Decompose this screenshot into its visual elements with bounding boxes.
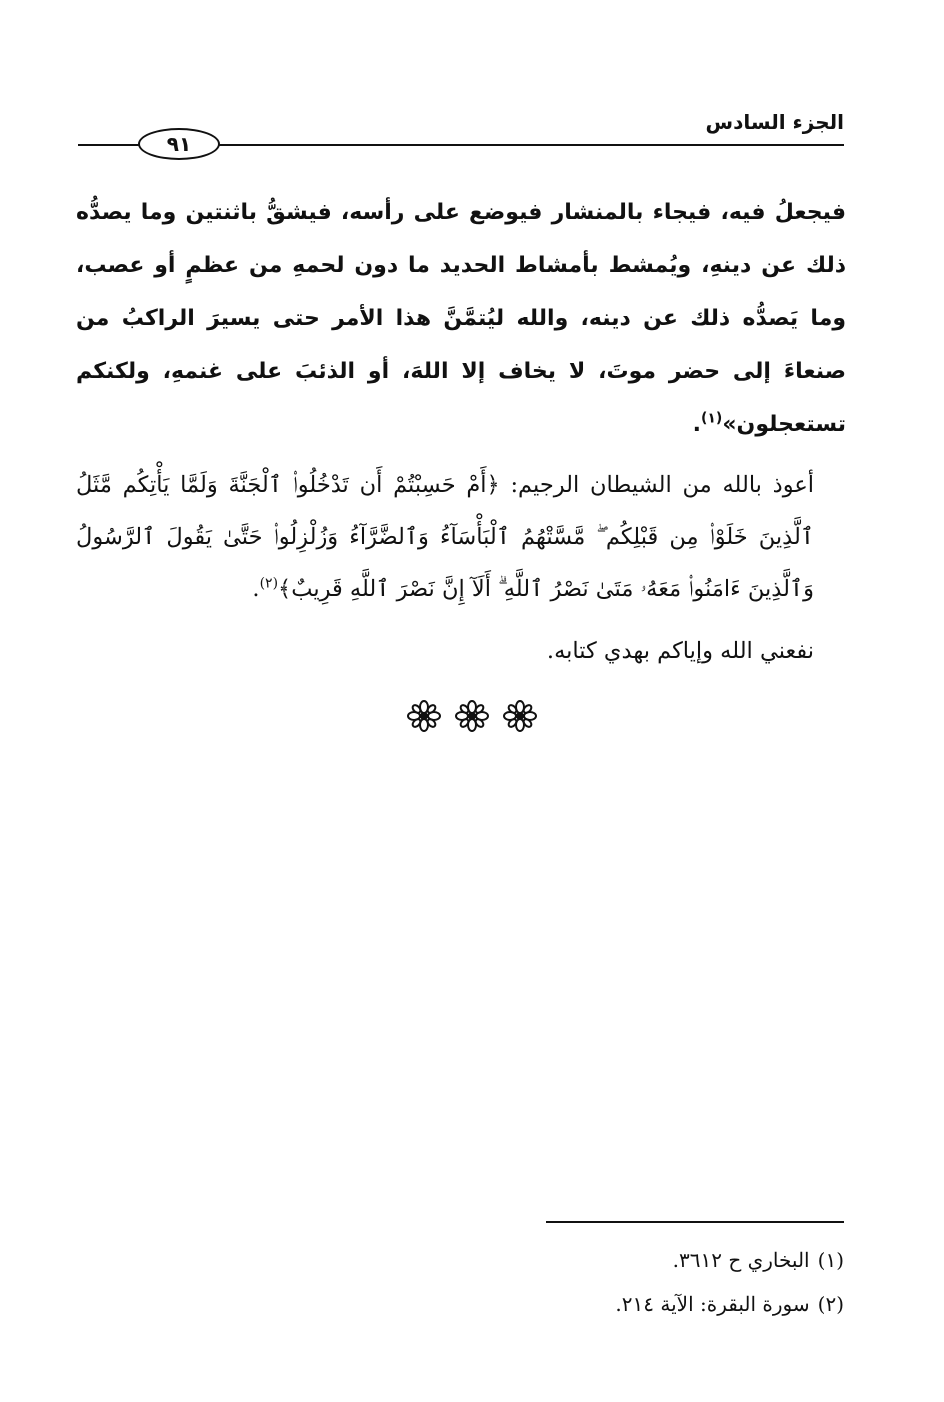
- footnotes: [544, 1238, 844, 1326]
- flower-ornament-icon: [503, 700, 537, 732]
- hadith-text: فيجعلُ فيه، فيجاء بالمنشار فيوضع على رأسه، فيشقُّ باثنتين وما يصدُّه ذلك عن دينهِ، ويُمشط بأمشاط الحديد ما دون لحمهِ من عظمٍ أو عصب، وما يَصدُّه ذلك عن دينه، والله ليُتمَّنَّ هذا الأمر حتى يسيرَ الراكبُ من صنعاءَ إلى حضر موتَ، لا يخاف إلا اللهَ، أو الذئبَ على غنمهِ، ولكنكم تستعجلون»: [76, 200, 846, 437]
- quran-open-bracket: ﴿: [486, 472, 500, 498]
- quran-intro: أعوذ بالله من الشيطان الرجيم:: [499, 472, 814, 498]
- footnote-2: [544, 1282, 844, 1326]
- closing-sentence: نفعني الله وإياكم بهدي كتابه.: [546, 638, 814, 664]
- quran-end: .: [252, 576, 260, 602]
- flower-ornament-icon: [455, 700, 489, 732]
- footnote-number: (١): [817, 1248, 844, 1272]
- page-header: [78, 108, 844, 168]
- footnote-ref-2[interactable]: (٢): [259, 575, 279, 592]
- footnote-rule: [546, 1221, 844, 1223]
- hadith-end: .: [692, 412, 701, 437]
- footnote-ref-1[interactable]: (١): [700, 410, 723, 427]
- footnote-number: (٢): [817, 1292, 844, 1316]
- quran-paragraph: [76, 459, 846, 615]
- running-title: الجزء السادس: [705, 110, 844, 134]
- footnote-text: البخاري ح ٣٦١٢.: [672, 1248, 810, 1272]
- flower-ornament-icon: [407, 700, 441, 732]
- hadith-paragraph: [76, 186, 846, 451]
- page-body: [76, 186, 846, 677]
- quran-verse: أَمْ حَسِبْتُمْ أَن تَدْخُلُوا۟ ٱلْجَنَّةَ وَلَمَّا يَأْتِكُم مَّثَلُ ٱلَّذِينَ خَلَوْا۟ مِن قَبْلِكُم ۖ مَّسَّتْهُمُ ٱلْبَأْسَآءُ وَٱلضَّرَّآءُ وَزُلْزِلُوا۟ حَتَّىٰ يَقُولَ ٱلرَّسُولُ وَٱلَّذِينَ ءَامَنُوا۟ مَعَهُۥ مَتَىٰ نَصْرُ ٱللَّهِ ۗ أَلَآ إِنَّ نَصْرَ ٱللَّهِ قَرِيبٌ: [76, 472, 814, 602]
- footnote-1: [544, 1238, 844, 1282]
- footnote-text: سورة البقرة: الآية ٢١٤.: [615, 1292, 810, 1316]
- page-number: ٩١: [138, 128, 220, 160]
- section-ornaments: [0, 700, 944, 732]
- quran-close-bracket: ﴾: [278, 576, 292, 602]
